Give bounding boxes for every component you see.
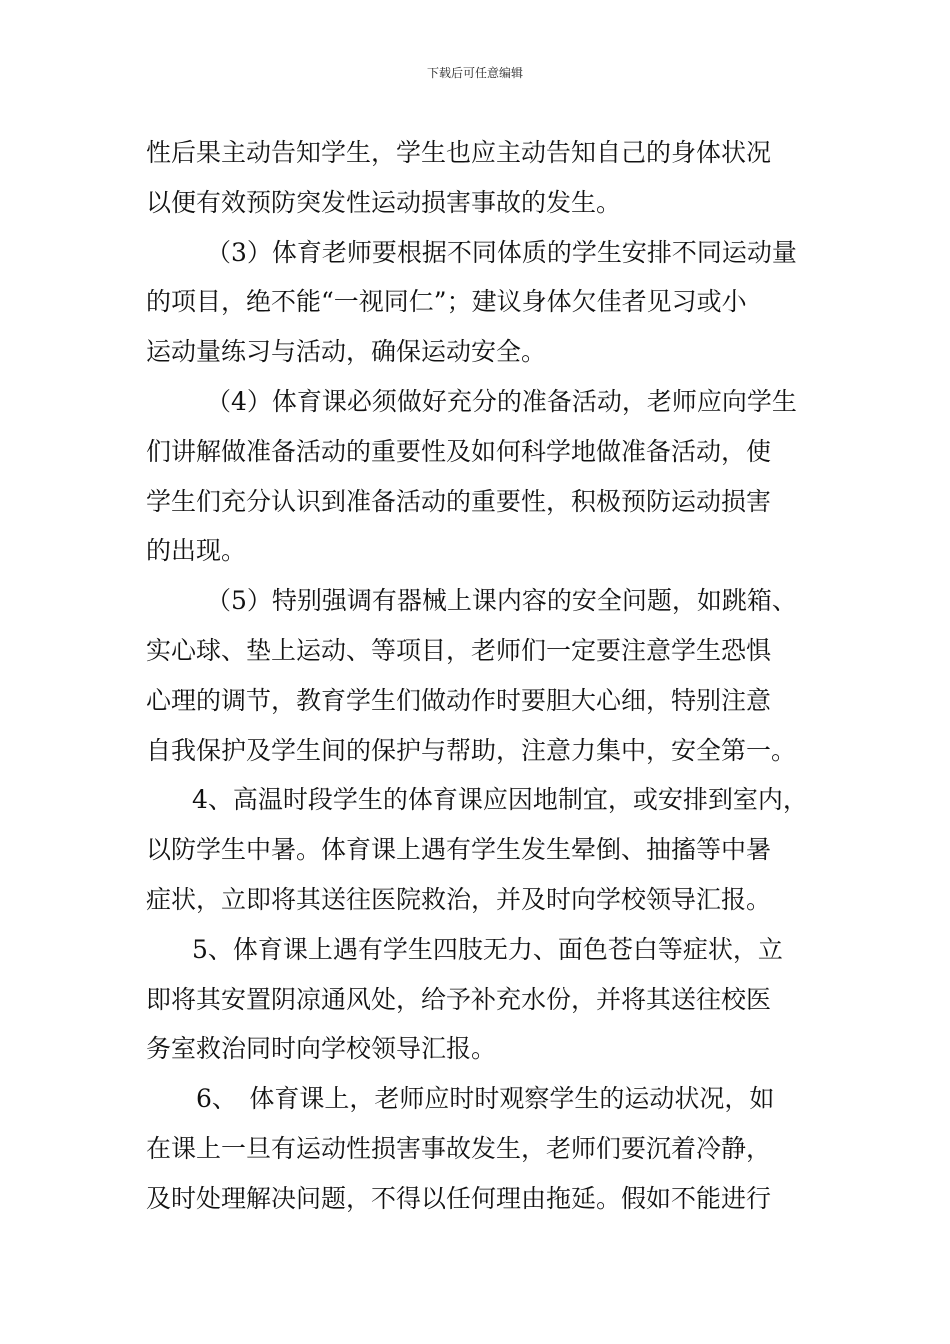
text-line: 以防学生中暑。体育课上遇有学生发生晕倒、抽搐等中暑 [146,835,772,865]
paragraph-start-line: （3）体育老师要根据不同体质的学生安排不同运动量 [206,237,797,267]
text-line: 性后果主动告知学生，学生也应主动告知自己的身体状况 [146,138,772,167]
header-note: 下载后可任意编辑 [426,66,523,80]
paragraph-start-line: （4）体育课必须做好充分的准备活动，老师应向学生 [206,386,797,416]
paragraph-start-line: 5、体育课上遇有学生四肢无力、面色苍白等症状，立 [192,934,783,964]
text-line: 自我保护及学生间的保护与帮助，注意力集中，安全第一。 [146,735,797,765]
text-line: 症状，立即将其送往医院救治，并及时向学校领导汇报。 [146,884,772,914]
text-line: 的项目，绝不能“一视同仁”；建议身体欠佳者见习或小 [146,287,747,317]
text-line: 运动量练习与活动，确保运动安全。 [146,337,547,367]
text-line: 及时处理解决问题，不得以任何理由拖延。假如不能进行 [146,1183,772,1213]
text-line: 的出现。 [146,536,247,566]
document-body [146,128,810,1224]
text-line: 在课上一旦有运动性损害事故发生，老师们要沉着冷静， [146,1133,772,1163]
paragraph-start-line: 4、高温时段学生的体育课应因地制宜，或安排到室内， [192,785,808,815]
text-line: 学生们充分认识到准备活动的重要性，积极预防运动损害 [146,486,772,516]
text-line: 务室救治同时向学校领导汇报。 [146,1034,497,1064]
text-line: 以便有效预防突发性运动损害事故的发生。 [146,187,622,217]
paragraph-start-line: 6、 体育课上，老师应时时观察学生的运动状况，如 [196,1084,775,1114]
text-line: 心理的调节，教育学生们做动作时要胆大心细，特别注意 [146,685,772,715]
text-line: 即将其安置阴凉通风处，给予补充水份，并将其送往校医 [146,984,772,1014]
text-line: 实心球、垫上运动、等项目，老师们一定要注意学生恐惧 [146,635,772,665]
paragraph-start-line: （5）特别强调有器械上课内容的安全问题，如跳箱、 [206,586,797,616]
text-line: 们讲解做准备活动的重要性及如何科学地做准备活动，使 [146,436,772,466]
